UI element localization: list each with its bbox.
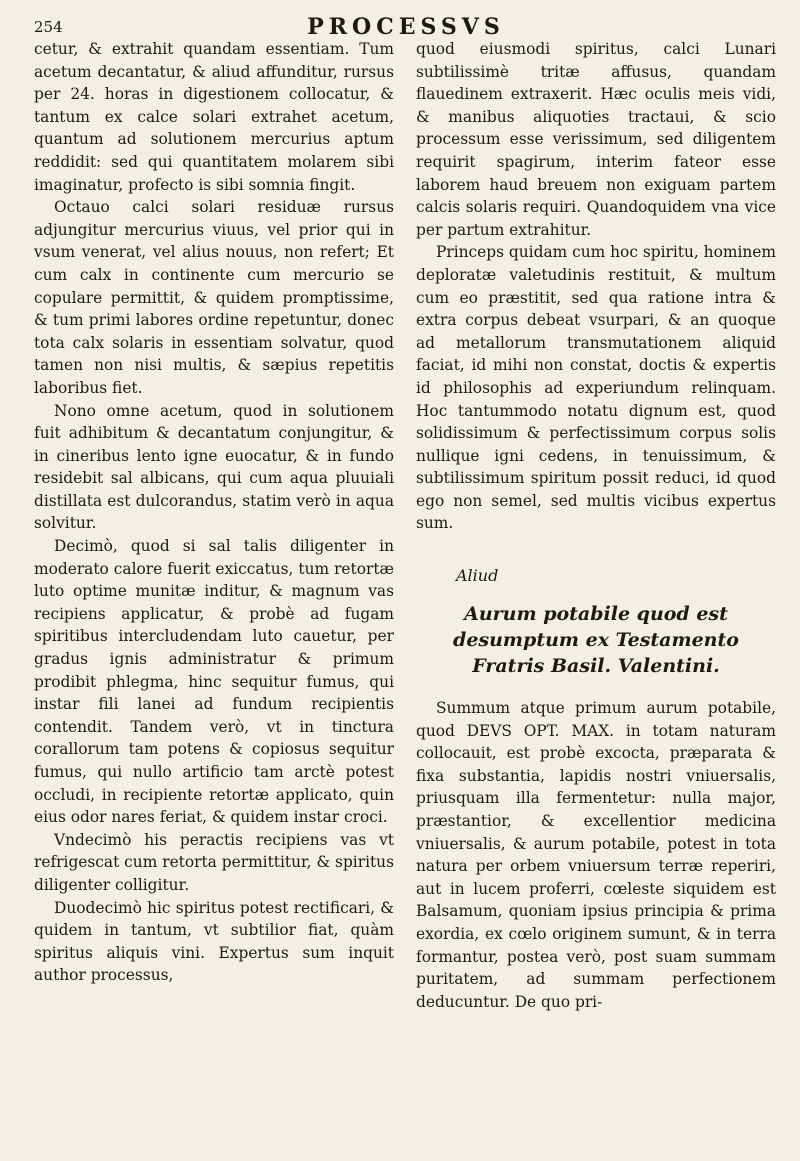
paragraph: cetur, & extrahit quandam essentiam. Tum acetum decantatur, & aliud affunditur, rursus per 24. horas in digestionem collocatur, & tantum ex calce solari extrahet acetum, quantum ad solutionem mercurius aptum reddidit: sed qui quantitatem molarem sibi imaginatur, profecto is sibi somnia fingit. — [34, 40, 394, 194]
left-column — [34, 38, 394, 1013]
paragraph: quod eiusmodi spiritus, calci Lunari subtilissimè tritæ affusus, quandam flauedinem extraxerit. Hæc oculis meis vidi, & manibus aliquoties tractaui, & scio processum esse verissimum, sed diligentem requirit spagirum, interim fateor esse laborem haud breuem non exiguam partem calcis solaris requiri. Quandoquidem vna vice per partum extrahitur. — [416, 40, 776, 239]
right-column — [416, 38, 776, 1013]
page-number: 254 — [34, 18, 63, 36]
paragraph: Vndecimò his peractis recipiens vas vt refrigescat cum retorta permittitur, & spiritus diligenter colligitur. — [34, 830, 394, 894]
right-column-top-text — [416, 38, 776, 535]
paragraph: Decimò, quod si sal talis diligenter in moderato calore fuerit exiccatus, tum retortæ luto optime munitæ inditur, & magnum vas recipiens applicatur, & probè ad fugam spiritibus intercludendam luto cauetur, per gradus ignis administratur & primum prodibit phlegma, hinc sequitur fumus, qui instar fili lanei ad fundum recipientis contendit. Tandem verò, vt in tinctura corallorum tam potens & copiosus sequitur fumus, qui nullo artificio tam arctè potest occludi, in recipiente retortæ applicato, quin eius odor nares feriat, & quidem instar croci. — [34, 537, 394, 827]
paragraph: Summum atque primum aurum potabile, quod DEVS OPT. MAX. in totam naturam collocauit, est probè excocta, præparata & fixa substantia, lapidis nostri vniuersalis, priusquam illa fermentetur: nulla major, præstantior, & excellentior medicina vniuersalis, & aurum potabile, potest in tota natura per orbem vniuersum terræ reperiri, aut in lucem proferri, cœleste siquidem est Balsamum, quoniam ipsius principia & prima exordia, ex cœlo originem sumunt, & in terra formantur, postea verò, post suam summam puritatem, ad summam perfectionem deducuntur. De quo pri- — [416, 699, 776, 1011]
paragraph: Octauo calci solari residuæ rursus adjungitur mercurius viuus, vel prior qui in vsum venerat, vel alius nouus, non refert; Et cum calx in continente cum mercurio se copulare permittit, & quidem promptissime, & tum primi labores ordine repetuntur, donec tota calx solaris in essentiam solvatur, quod tamen non nisi multis, & sæpius repetitis laboribus fiet. — [34, 198, 394, 397]
running-head: PROCESSVS — [307, 14, 505, 40]
section-title: Aurum potabile quod est desumptum ex Testamento Fratris Basil. Valentini. — [453, 603, 739, 678]
paragraph: Princeps quidam cum hoc spiritu, hominem deploratæ valetudinis restituit, & multum cum eo præstitit, sed qua ratione intra & extra corpus debeat vsurpari, & an quoque ad metallorum transmutationem aliquid faciat, id mihi non constat, doctis & expertis id philosophis ad experiundum relinquam. Hoc tantummodo notatu dignum est, quod solidissimum & perfectissimum corpus solis nullique igni cedens, in tenuissimum, & subtilissimum spiritum possit reduci, id quod ego non semel, sed multis vicibus expertus sum. — [416, 243, 776, 533]
page-header — [34, 14, 778, 38]
section-marker: Aliud — [456, 566, 499, 586]
right-column-bottom-text — [416, 697, 776, 1013]
paragraph: Nono omne acetum, quod in solutionem fuit adhibitum & decantatum conjungitur, & in cineribus lento igne euocatur, & in fundo residebit sal albicans, qui cum aqua pluuiali distillata est dulcorandus, statim verò in aqua solvitur. — [34, 401, 394, 533]
text-columns — [34, 38, 778, 1013]
paragraph: Duodecimò hic spiritus potest rectificari, & quidem in tantum, vt subtilior fiat, quàm spiritus aliquis vini. Expertus sum inquit author processus, — [34, 898, 394, 985]
